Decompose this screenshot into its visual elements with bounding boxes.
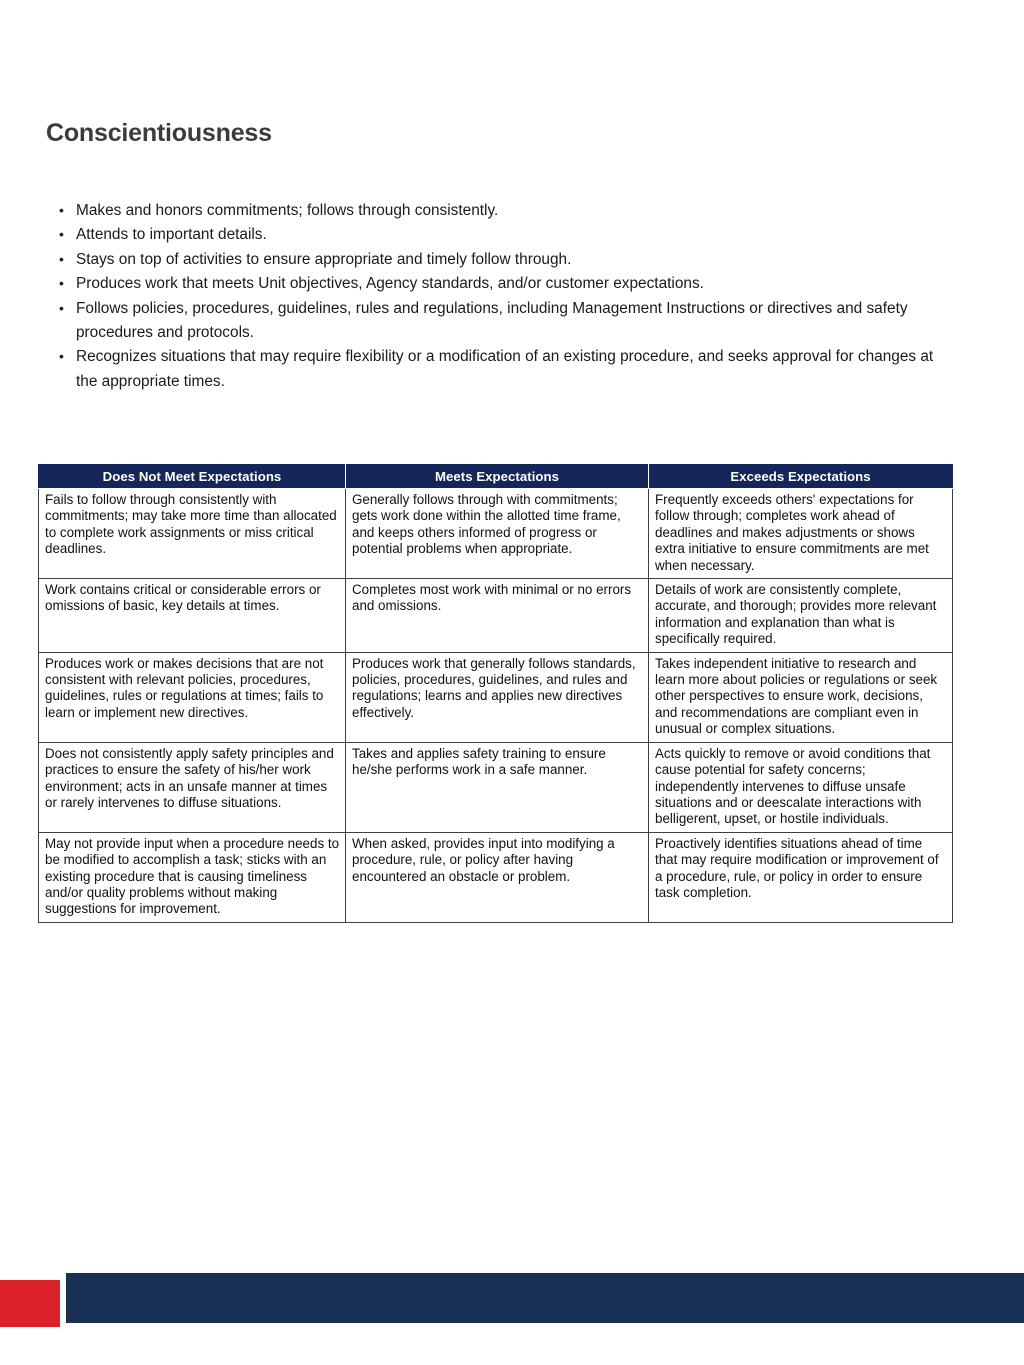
cell-exceeds: Frequently exceeds others' expectations for follow through; completes work ahead of deadlines and makes adjustments or shows extra initiative to ensure commitments are met when necessary.: [649, 489, 953, 579]
list-item: [56, 248, 946, 272]
list-item: [56, 345, 946, 394]
list-item: [56, 272, 946, 296]
cell-meets: Generally follows through with commitments; gets work done within the allotted time frame, and keeps others informed of progress or potential problems when appropriate.: [346, 489, 649, 579]
column-header-exceeds: Exceeds Expectations: [649, 465, 953, 489]
cell-exceeds: Details of work are consistently complete, accurate, and thorough; provides more relevant information and explanation than what is specifically required.: [649, 579, 953, 653]
cell-meets: When asked, provides input into modifying a procedure, rule, or policy after having encountered an obstacle or problem.: [346, 832, 649, 922]
table-row: [39, 742, 953, 832]
cell-does-not-meet: Produces work or makes decisions that are not consistent with relevant policies, procedures, guidelines, rules or regulations at times; fails to learn or implement new directives.: [39, 652, 346, 742]
cell-exceeds: Proactively identifies situations ahead of time that may require modification or improvement of a procedure, rule, or policy in order to ensure task completion.: [649, 832, 953, 922]
list-item-text: Makes and honors commitments; follows through consistently.: [76, 202, 499, 219]
bullet-list: [56, 199, 946, 394]
cell-meets: Takes and applies safety training to ensure he/she performs work in a safe manner.: [346, 742, 649, 832]
cell-does-not-meet: Does not consistently apply safety principles and practices to ensure the safety of his/her work environment; acts in an unsafe manner at times or rarely intervenes to diffuse situations.: [39, 742, 346, 832]
list-item: [56, 297, 946, 346]
rubric-table: [38, 464, 953, 923]
list-item-text: Attends to important details.: [76, 226, 267, 244]
column-header-does-not-meet: Does Not Meet Expectations: [39, 465, 346, 489]
cell-exceeds: Takes independent initiative to research and learn more about policies or regulations or seek other perspectives to ensure work, decisions, and recommendations are compliant even in unusual or complex situations.: [649, 652, 953, 742]
column-header-meets: Meets Expectations: [346, 465, 649, 489]
cell-meets: Completes most work with minimal or no errors and omissions.: [346, 579, 649, 653]
bullet-dot-icon: •: [59, 348, 64, 365]
table-row: [39, 652, 953, 742]
list-item-text: Produces work that meets Unit objectives, Agency standards, and/or customer expectations.: [76, 275, 704, 293]
cell-meets: Produces work that generally follows standards, policies, procedures, guidelines, and rules and regulations; learns and applies new directives effectively.: [346, 652, 649, 742]
page-title: Conscientiousness: [46, 119, 272, 147]
footer-navy-bar: [66, 1273, 1024, 1323]
list-item-text: Follows policies, procedures, guidelines, rules and regulations, including Management Instructions or directives and safety procedures and protocols.: [76, 299, 908, 342]
bullet-dot-icon: •: [59, 226, 64, 243]
bullet-dot-icon: •: [59, 275, 64, 292]
list-item-text: Recognizes situations that may require flexibility or a modification of an existing procedure, and seeks approval for changes at the appropriate times.: [76, 348, 934, 390]
cell-exceeds: Acts quickly to remove or avoid conditions that cause potential for safety concerns; independently intervenes to diffuse unsafe situations and or deescalate interactions with belligerent, upset, or hostile individuals.: [649, 742, 953, 832]
table-row: [39, 832, 953, 922]
table-header-row: [39, 465, 953, 489]
cell-does-not-meet: Fails to follow through consistently with commitments; may take more time than allocated to complete work assignments or miss critical deadlines.: [39, 489, 346, 579]
cell-does-not-meet: Work contains critical or considerable errors or omissions of basic, key details at times.: [39, 579, 346, 653]
list-item-text: Stays on top of activities to ensure appropriate and timely follow through.: [76, 250, 572, 268]
bullet-dot-icon: •: [59, 202, 64, 218]
bullet-dot-icon: •: [59, 299, 64, 316]
table-row: [39, 579, 953, 653]
list-item: [56, 223, 946, 247]
list-item: [56, 199, 946, 223]
bullet-dot-icon: •: [59, 250, 64, 267]
cell-does-not-meet: May not provide input when a procedure needs to be modified to accomplish a task; sticks with an existing procedure that is causing timeliness and/or quality problems without making suggestions for improvement.: [39, 832, 346, 922]
table-row: [39, 489, 953, 579]
footer-accent-red-block: [0, 1280, 60, 1327]
